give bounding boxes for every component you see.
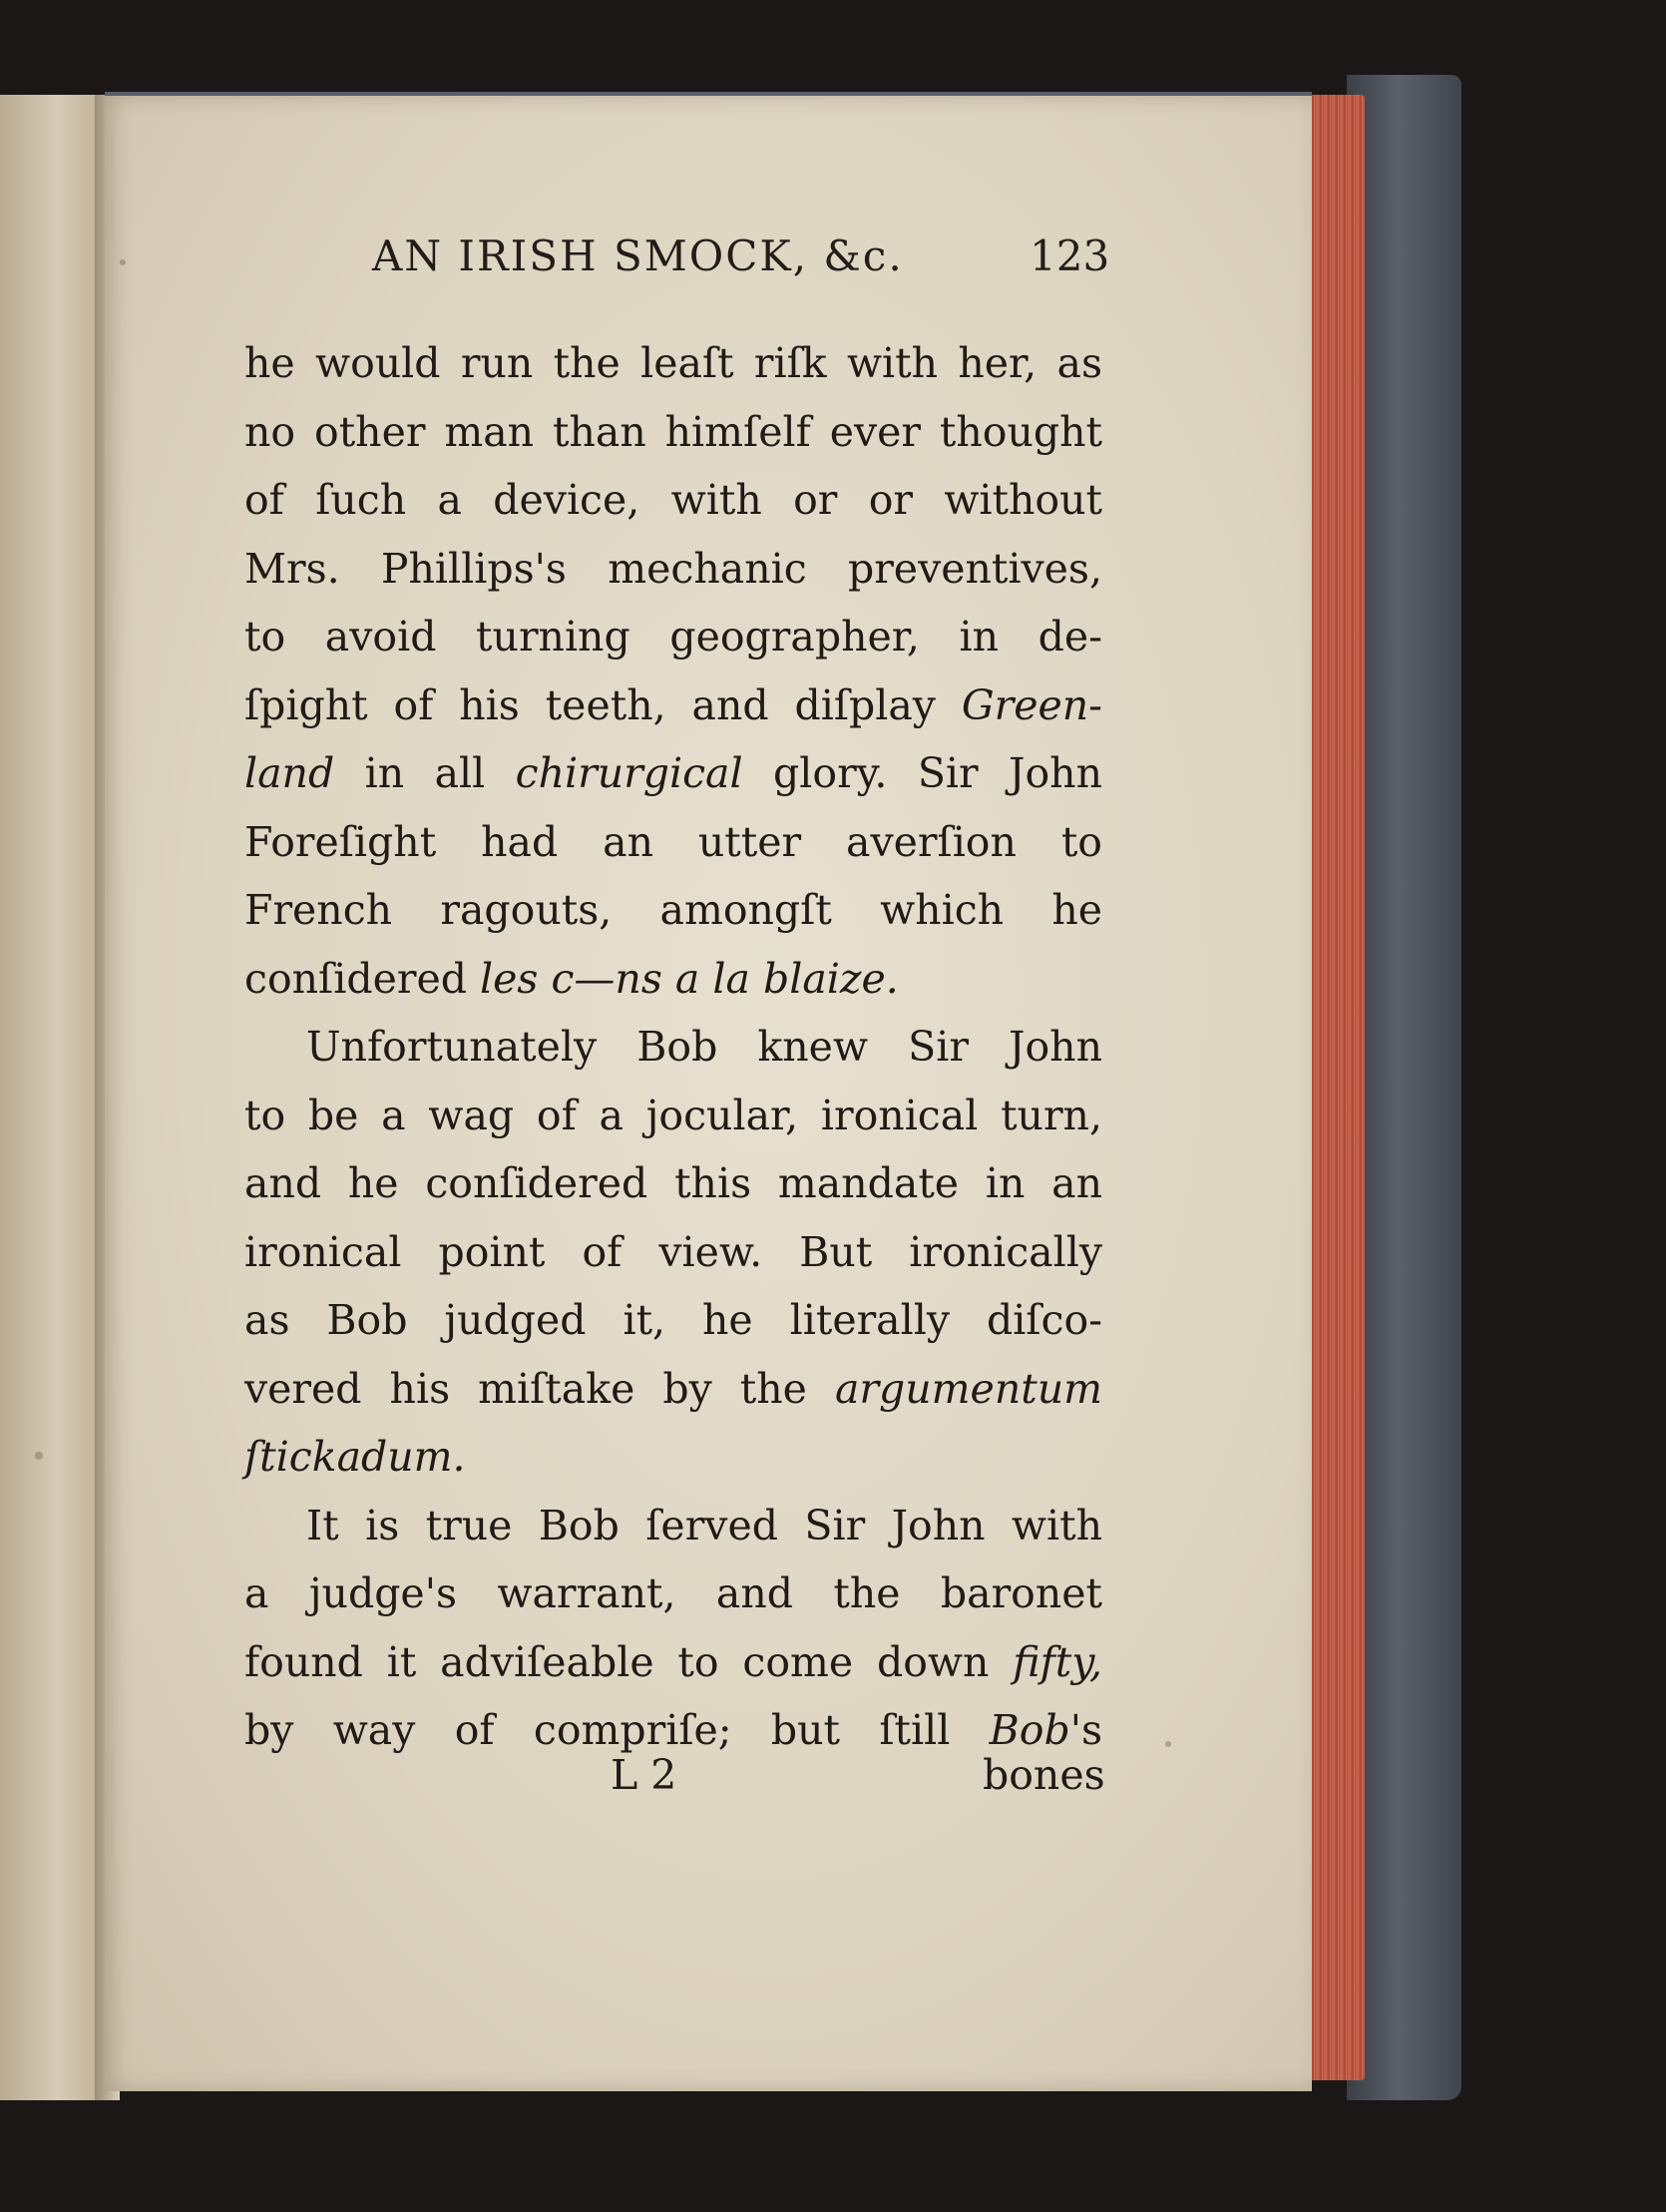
text-line: ironical point of view. But ironically [244,1227,1102,1276]
text-line: as Bob judged it, he literally diſco- [244,1296,1102,1344]
paper-speck [1165,1741,1171,1747]
text-line: It is true Bob ſerved Sir John with [306,1501,1102,1549]
catchword: bones [983,1751,1105,1799]
text-line: ſpight of his teeth, and diſplay Green- [244,680,1102,729]
body-text [244,329,1102,1765]
text-line: to avoid turning geographer, in de- [244,613,1102,661]
text-line: conſidered les c—ns a la blaize. [244,954,899,1003]
text-line: he would run the leaſt riſk with her, as [244,339,1102,387]
text-line: land in all chirurgical glory. Sir John [244,749,1102,797]
text-line: Unfortunately Bob knew Sir John [306,1023,1102,1071]
text-line: vered his miſtake by the argumentum [244,1364,1102,1413]
paper-speck [35,1452,43,1460]
paper-speck [120,259,126,265]
text-line: Foreſight had an utter averſion to [244,817,1102,866]
text-line: a judge's warrant, and the baronet [244,1569,1102,1617]
text-line: ſtickadum. [244,1433,466,1481]
text-line: French ragouts, amongſt which he [244,886,1102,934]
text-line: and he conſidered this mandate in an [244,1159,1102,1207]
text-line: found it adviſeable to come down fifty, [244,1637,1102,1686]
text-line: no other man than himſelf ever thought [244,407,1102,456]
text-line: to be a wag of a jocular, ironical turn, [244,1091,1102,1139]
text-line: Mrs. Phillips's mechanic preventives, [244,544,1102,593]
page-number: 123 [1030,231,1110,280]
text-line: of ſuch a device, with or or without [244,476,1102,524]
running-head [0,231,1666,291]
running-title: AN IRISH SMOCK, &c. [372,231,904,280]
page-footer [0,1751,1666,1811]
text-line: by way of compriſe; but ſtill Bob's [244,1706,1102,1754]
signature-mark: L 2 [611,1751,677,1799]
